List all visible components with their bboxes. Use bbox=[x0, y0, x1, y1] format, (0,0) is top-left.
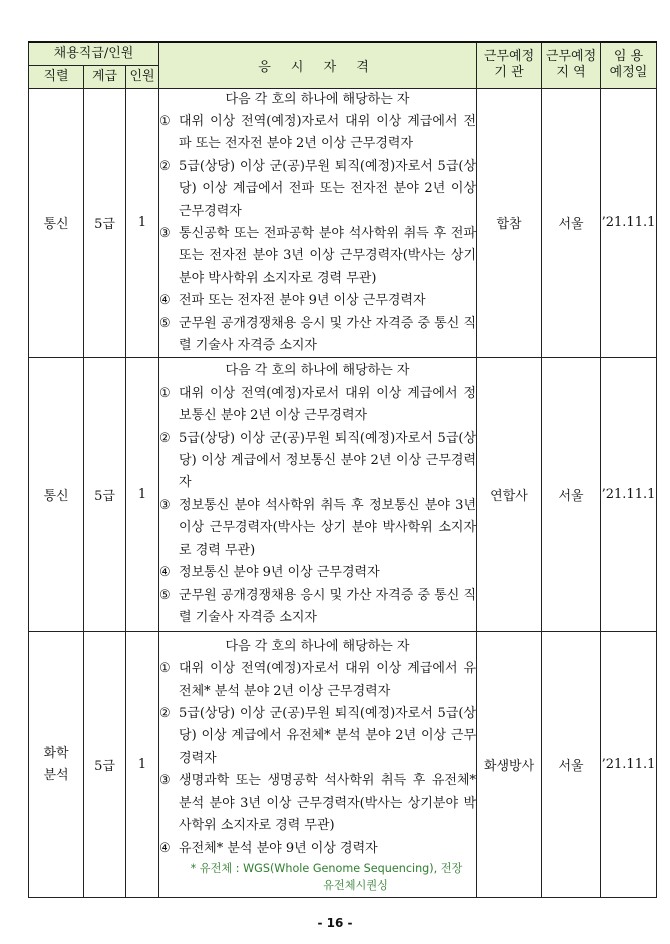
agency-cell: 화생방사 bbox=[477, 632, 542, 898]
qualification-item bbox=[159, 156, 476, 223]
agency-cell: 연합사 bbox=[477, 358, 542, 632]
count-cell: 1 bbox=[126, 632, 159, 898]
item-text: 대위 이상 전역(예정)자로서 대위 이상 계급에서 유전체* 분석 분야 2년 이상 근무경력자 bbox=[179, 661, 477, 699]
date-cell: ’21.11.1 bbox=[601, 632, 657, 898]
item-number: ③ bbox=[159, 773, 171, 789]
item-number: ⑤ bbox=[159, 587, 171, 603]
location-cell: 서울 bbox=[542, 632, 601, 898]
qualification-item bbox=[159, 838, 476, 860]
location-cell: 서울 bbox=[542, 88, 601, 358]
item-number: ④ bbox=[159, 293, 171, 309]
item-number: ② bbox=[159, 158, 171, 174]
header-grade: 계급 bbox=[84, 65, 126, 88]
table-row bbox=[29, 358, 657, 632]
header-qualification: 응 시 자 격 bbox=[159, 42, 477, 88]
item-number: ⑤ bbox=[159, 315, 171, 331]
qualification-item bbox=[159, 562, 476, 584]
qualification-cell bbox=[159, 88, 477, 358]
qualification-item bbox=[159, 495, 476, 562]
item-number: ① bbox=[159, 113, 171, 129]
qualification-item bbox=[159, 428, 476, 495]
qualification-cell bbox=[159, 632, 477, 898]
footnote: * 유전체 : WGS(Whole Genome Sequencing), 전장 bbox=[190, 861, 463, 875]
item-text: 5급(상당) 이상 군(공)무원 퇴직(예정)자로서 5급(상당) 이상 계급에서 유전체* 분석 분야 2년 이상 근무경력자 bbox=[179, 706, 477, 766]
qualification-intro: 다음 각 호의 하나에 해당하는 자 bbox=[225, 638, 410, 654]
qualification-item bbox=[159, 383, 476, 428]
page-number: - 16 - bbox=[317, 916, 353, 930]
item-number: ④ bbox=[159, 840, 171, 856]
qualification-intro: 다음 각 호의 하나에 해당하는 자 bbox=[225, 91, 410, 107]
count-cell: 1 bbox=[126, 88, 159, 358]
grade-cell: 5급 bbox=[84, 358, 126, 632]
qualification-cell bbox=[159, 358, 477, 632]
item-text: 대위 이상 전역(예정)자로서 대위 이상 계급에서 정보통신 분야 2년 이상 근무경력자 bbox=[179, 385, 477, 424]
date-cell: ’21.11.1 bbox=[601, 358, 657, 632]
series-cell: 통신 bbox=[29, 358, 84, 632]
qualification-item bbox=[159, 290, 476, 312]
item-number: ② bbox=[159, 706, 171, 722]
table-row bbox=[29, 632, 657, 898]
item-number: ③ bbox=[159, 497, 171, 513]
header-agency: 근무예정 기 관 bbox=[477, 42, 542, 88]
series-cell: 통신 bbox=[29, 88, 84, 358]
item-number: ② bbox=[159, 430, 171, 446]
item-text: 5급(상당) 이상 군(공)무원 퇴직(예정)자로서 5급(상당) 이상 계급에서 전파 또는 전자전 분야 2년 이상 근무경력자 bbox=[179, 158, 477, 219]
qualification-item bbox=[159, 585, 476, 630]
header-count: 인원 bbox=[126, 65, 159, 88]
qualification-intro: 다음 각 호의 하나에 해당하는 자 bbox=[225, 363, 410, 379]
series-cell: 화학 분석 bbox=[29, 632, 84, 898]
header-group: 채용직급/인원 bbox=[29, 42, 159, 65]
item-text: 군무원 공개경쟁채용 응시 및 가산 자격증 중 통신 직렬 기술사 자격증 소지자 bbox=[179, 315, 477, 353]
item-text: 전파 또는 전자전 분야 9년 이상 근무경력자 bbox=[179, 293, 426, 309]
qualification-item bbox=[159, 770, 476, 837]
item-text: 통신공학 또는 전파공학 분야 석사학위 취득 후 전파 또는 전자전 분야 3년 이상 근무경력자(박사는 상기 분야 박사학위 소지자로 경력 무관) bbox=[179, 225, 477, 286]
item-text: 대위 이상 전역(예정)자로서 대위 이상 계급에서 전파 또는 전자전 분야 2년 이상 근무경력자 bbox=[179, 113, 477, 152]
item-number: ① bbox=[159, 661, 171, 677]
recruitment-table bbox=[28, 41, 657, 898]
header-series: 직렬 bbox=[29, 65, 84, 88]
item-number: ④ bbox=[159, 565, 171, 581]
header-location: 근무예정 지 역 bbox=[542, 42, 601, 88]
qualification-item bbox=[159, 658, 476, 703]
qualification-item bbox=[159, 313, 476, 358]
item-text: 생명과학 또는 생명공학 석사학위 취득 후 유전체* 분석 분야 3년 이상 근무경력자(박사는 상기분야 박사학위 소지자로 경력 무관) bbox=[179, 773, 477, 834]
qualification-item bbox=[159, 223, 476, 290]
table-row bbox=[29, 88, 657, 358]
count-cell: 1 bbox=[126, 358, 159, 632]
header-date: 임 용 예정일 bbox=[601, 42, 657, 88]
agency-cell: 합참 bbox=[477, 88, 542, 358]
item-text: 정보통신 분야 9년 이상 근무경력자 bbox=[179, 565, 380, 581]
item-text: 정보통신 분야 석사학위 취득 후 정보통신 분야 3년 이상 근무경력자(박사는 상기 분야 박사학위 소지자로 경력 무관) bbox=[179, 497, 477, 558]
grade-cell: 5급 bbox=[84, 632, 126, 898]
grade-cell: 5급 bbox=[84, 88, 126, 358]
qualification-item bbox=[159, 703, 476, 770]
item-number: ③ bbox=[159, 225, 171, 241]
qualification-item bbox=[159, 111, 476, 156]
item-text: 군무원 공개경쟁채용 응시 및 가산 자격증 중 통신 직렬 기술사 자격증 소지자 bbox=[179, 587, 477, 625]
date-cell: ’21.11.1 bbox=[601, 88, 657, 358]
item-text: 5급(상당) 이상 군(공)무원 퇴직(예정)자로서 5급(상당) 이상 계급에서 정보통신 분야 2년 이상 근무경력자 bbox=[179, 430, 477, 491]
item-number: ① bbox=[159, 385, 171, 401]
item-text: 유전체* 분석 분야 9년 이상 경력자 bbox=[179, 840, 378, 856]
location-cell: 서울 bbox=[542, 358, 601, 632]
footnote-continuation: 유전체시퀀싱 bbox=[323, 878, 388, 892]
